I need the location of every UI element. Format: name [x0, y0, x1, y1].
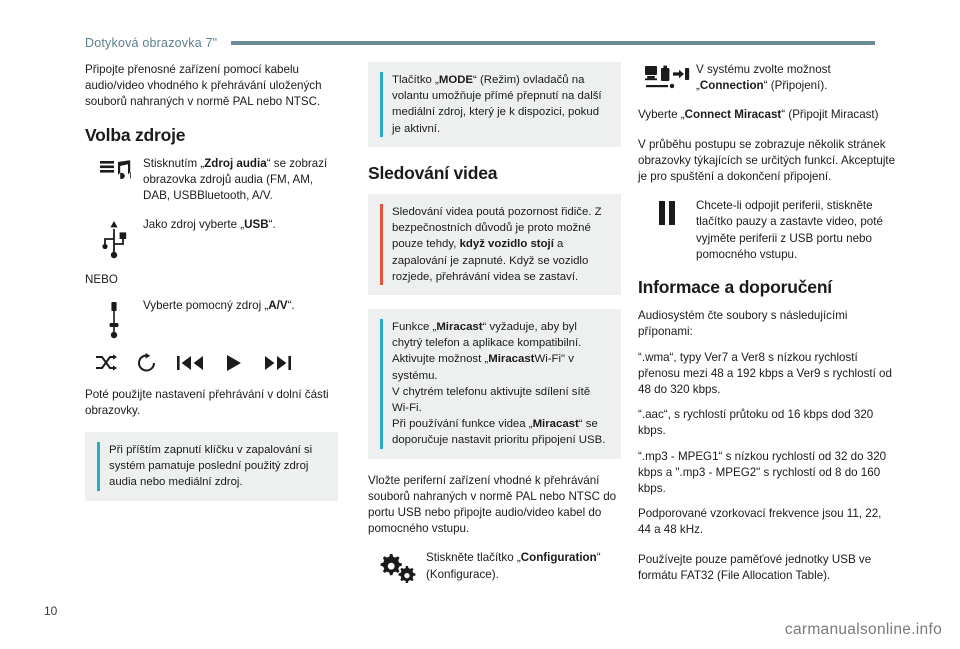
miracast-4-post: “ se doporučuje nastavit prioritu připojení USB.: [392, 418, 606, 447]
procedure-paragraph: V průběhu postupu se zobrazuje několik stránek obrazovky týkajících se určitých funkcí. Akceptujte je pro spuštění a dokončení připojení.: [638, 137, 896, 184]
heading-volba-zdroje: Volba zdroje: [85, 124, 186, 145]
miracast-2-bold: Miracast: [488, 353, 535, 366]
watermark: carmanualsonline.info: [784, 621, 942, 638]
pause-row: [638, 198, 896, 263]
playback-controls-row: [95, 353, 338, 373]
miracast-3: V chytrém telefonu aktivujte sdílení sítě Wi-Fi.: [392, 385, 591, 415]
info-paragraph-6: Používejte pouze paměťové jednotky USB ve formátu FAT32 (File Allocation Table).: [638, 552, 872, 582]
pause-text: Chcete-li odpojit periferii, stiskněte tlačítko pauzy a zastavte video, poté vyjměte periferii z USB portu nebo pomocného vstupu.: [696, 199, 883, 261]
gears-icon: [368, 550, 426, 584]
info-paragraph-3: “.aac“, s rychlostí průtoku od 16 kbps dod 320 kbps.: [638, 408, 874, 438]
av-jack-icon: [85, 298, 143, 340]
note-box-mode-button: [368, 62, 621, 147]
av-source-row: [85, 298, 338, 340]
heading-informace-doporuceni: Informace a doporučení: [638, 277, 832, 298]
note-box-miracast: [368, 309, 621, 459]
column-middle: [368, 62, 621, 597]
heading-sledovani-videa: Sledování videa: [368, 162, 498, 183]
configuration-text: [426, 550, 621, 582]
miracast-1-pre: Funkce „: [392, 321, 437, 334]
play-icon: [225, 354, 243, 372]
miracast-4-pre: Při používání funkce videa „: [392, 418, 533, 431]
av-source-text: [143, 298, 338, 314]
audio-source-text-bold: Zdroj audia: [204, 156, 267, 170]
pause-icon: [638, 198, 696, 226]
note-box-source-memory: [85, 432, 338, 501]
after-controls-paragraph: Poté použijte nastavení přehrávání v dolní části obrazovky.: [85, 387, 329, 417]
audio-source-text-post: “ se zobrazí obrazovka zdrojů audia (FM, AM, DAB, USBBluetooth, A/V.: [143, 156, 328, 203]
connection-bold: Connection: [699, 79, 764, 93]
page-header: [85, 36, 875, 50]
column-right: [638, 62, 896, 597]
note-text: [392, 72, 609, 137]
note-accent-bar: [380, 72, 383, 137]
warning-text-2: a zapalování je zapnuté. Když se vozidlo rozjede, přehrávání videa se zastaví.: [392, 238, 589, 283]
music-notes-icon: [85, 156, 143, 188]
audio-source-text: [143, 156, 338, 205]
av-text-post: “.: [287, 298, 295, 312]
note-mode-pre: Tlačítko „: [392, 74, 439, 86]
miracast-2-post: Wi-Fi" v systému.: [392, 353, 574, 382]
warning-accent-bar: [380, 204, 383, 285]
warning-text-bold: když vozidlo stojí: [459, 238, 554, 251]
miracast-1-post: “ vyžaduje, aby byl chytrý telefon a aplikace kompatibilní.: [392, 321, 582, 350]
repeat-icon: [137, 353, 157, 373]
connection-text: [696, 62, 896, 94]
note-mode-post: “ (Režim) ovladačů na volantu umožňuje přímé přepnutí na další mediální zdroj, který je k dispozici, pokud je aktivní.: [392, 74, 602, 135]
config-bold: Configuration: [520, 551, 597, 565]
info-paragraph-5: Podporované vzorkovací frekvence jsou 11, 22, 44 a 48 kHz.: [638, 507, 882, 537]
connection-pre: V systému zvolte možnost „: [696, 63, 831, 93]
usb-source-row: [85, 217, 338, 259]
shuffle-icon: [95, 354, 117, 372]
insert-device-paragraph: Vložte periferní zařízení vhodné k přehrávání souborů nahraných v normě PAL nebo NTSC do portu USB nebo připojte audio/video kabel do pomocného vstupu.: [368, 473, 617, 536]
usb-text-post: “.: [268, 218, 276, 232]
note-accent-bar: [97, 442, 100, 491]
column-left: [85, 62, 338, 515]
or-label: NEBO: [85, 273, 118, 287]
config-pre: Stiskněte tlačítko „: [426, 551, 521, 565]
miracast-1-bold: Miracast: [436, 321, 483, 334]
warning-box-video-watching: [368, 194, 621, 295]
select-miracast-paragraph: [638, 107, 896, 123]
page-number: 10: [44, 604, 58, 618]
audio-source-text-pre: Stisknutím „: [143, 156, 205, 170]
intro-paragraph: Připojte přenosné zařízení pomocí kabelu audio/video vhodného k přehrávání uložených souborů nahraných v normě PAL nebo NTSC.: [85, 63, 322, 109]
select-pre: Vyberte „: [638, 108, 685, 122]
configuration-row: [368, 550, 621, 584]
device-connection-icon: [638, 62, 696, 90]
note-accent-bar: [380, 319, 383, 449]
info-paragraph-2: “.wma“, typy Ver7 a Ver8 s nízkou rychlostí přenosu mezi 48 a 192 kbps a Ver9 s rychlostí od 48 do 320 kbps.: [638, 350, 892, 397]
next-track-icon: [263, 355, 291, 371]
select-bold: Connect Miracast: [684, 108, 782, 122]
config-post: “ (Konfigurace).: [426, 551, 601, 581]
usb-text-pre: Jako zdroj vyberte „: [143, 218, 245, 232]
connection-row: [638, 62, 896, 94]
connection-post: “ (Připojení).: [763, 79, 828, 93]
header-title: Dotyková obrazovka 7": [85, 36, 218, 50]
info-paragraph-4: “.mp3 - MPEG1“ s nízkou rychlostí od 32 do 320 kbps a ".mp3 - MPEG2" s rychlostí od 8 do 160 kbps.: [638, 449, 887, 496]
select-post: “ (Připojit Miracast): [781, 108, 879, 122]
usb-source-text: [143, 217, 338, 233]
usb-icon: [85, 217, 143, 259]
note-mode-bold: MODE: [438, 74, 474, 86]
warning-text: [392, 204, 609, 285]
previous-track-icon: [177, 355, 205, 371]
header-rule: [231, 41, 875, 45]
note-text: [392, 319, 609, 449]
av-text-bold: A/V: [268, 298, 288, 312]
note-text: Při příštím zapnutí klíčku v zapalování si systém pamatuje poslední použitý zdroj audia nebo mediální zdroj.: [109, 444, 313, 489]
av-text-pre: Vyberte pomocný zdroj „: [143, 298, 269, 312]
info-paragraph-1: Audiosystém čte soubory s následujícími příponami:: [638, 309, 848, 339]
audio-source-row: [85, 156, 338, 205]
miracast-2-pre: Aktivujte možnost „: [392, 353, 489, 366]
usb-text-bold: USB: [244, 218, 269, 232]
warning-text-1: Sledování videa poutá pozornost řidiče. Z bezpečnostních důvodů je proto možné pouze tehdy,: [392, 206, 602, 251]
miracast-4-bold: Miracast: [532, 418, 579, 431]
